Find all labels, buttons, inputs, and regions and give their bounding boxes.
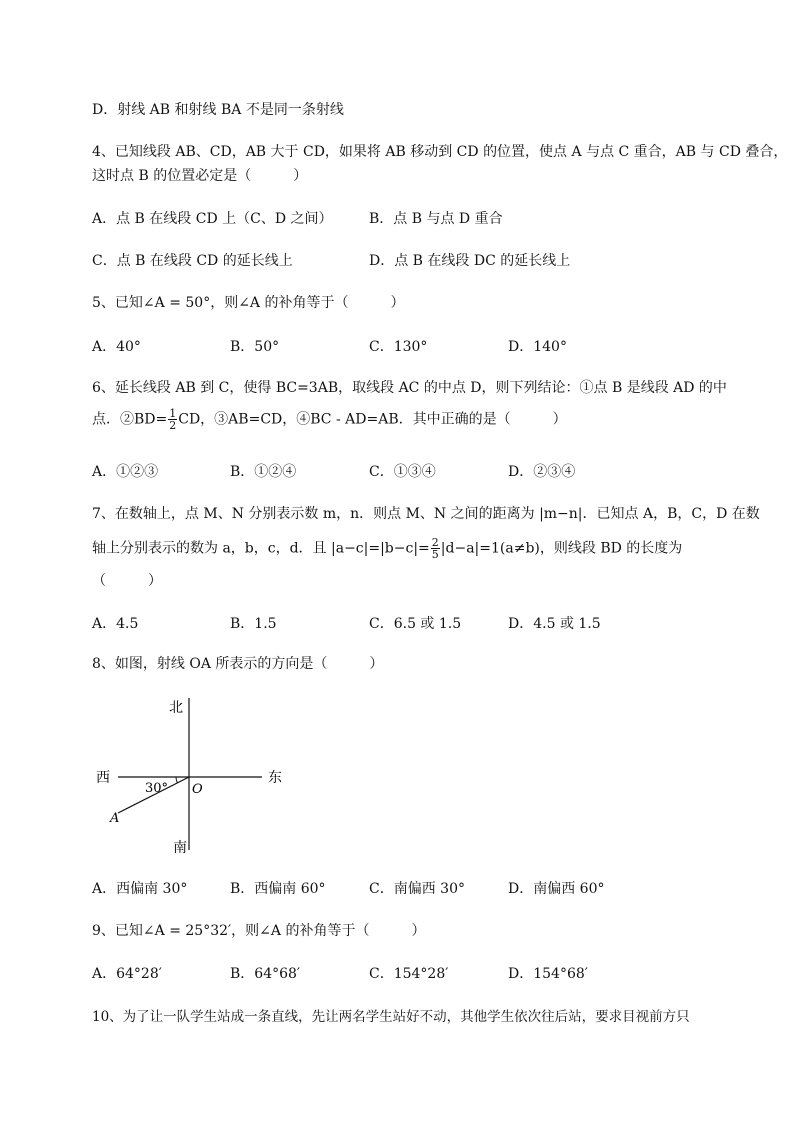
- ray-endpoint-label: A: [110, 811, 120, 826]
- q6-stem-line2-start: 点．②BD=: [92, 411, 168, 428]
- q10-stem-line1: 10、为了让一队学生站成一条直线，先让两名学生站好不动，其他学生依次往后站，要求目视前方只: [92, 1009, 690, 1025]
- q7-stem-line2-start: 轴上分别表示的数为 a，b，c，d．且 |a−c|=|b−c|=: [92, 540, 430, 557]
- q6-fraction: [168, 408, 177, 431]
- q9-option-a: A．64°28′: [92, 966, 162, 982]
- q8-compass-figure: [92, 698, 292, 858]
- q6-option-d: D．②③④: [508, 464, 576, 480]
- q7-option-b: B．1.5: [230, 616, 277, 632]
- q7-stem-line2-end: |d−a|=1(a≠b)，则线段 BD 的长度为: [440, 540, 683, 557]
- q6-option-a: A．①②③: [92, 464, 159, 480]
- angle-arc: [176, 777, 177, 783]
- origin-label: O: [192, 782, 203, 797]
- q8-stem: 8、如图，射线 OA 所表示的方向是（ ）: [92, 656, 384, 672]
- south-label: 南: [173, 840, 187, 856]
- q7-option-c: C．6.5 或 1.5: [369, 616, 462, 632]
- q9-stem: 9、已知∠A = 25°32′，则∠A 的补角等于（ ）: [92, 923, 426, 939]
- q7-stem-line2: [92, 537, 682, 560]
- q7-stem-line3: （ ）: [92, 573, 162, 589]
- q7-option-d: D．4.5 或 1.5: [508, 616, 601, 632]
- q8-option-c: C．南偏西 30°: [369, 881, 465, 897]
- q5-option-b: B．50°: [230, 339, 280, 355]
- q5-stem: 5、已知∠A = 50°，则∠A 的补角等于（ ）: [92, 295, 405, 311]
- q6-fraction-numerator: 1: [169, 407, 177, 420]
- q5-option-c: C．130°: [369, 339, 428, 355]
- east-label: 东: [268, 770, 282, 786]
- q6-option-b: B．①②④: [230, 464, 297, 480]
- q7-stem-line1: 7、在数轴上，点 M、N 分别表示数 m，n．则点 M、N 之间的距离为 |m−n|．已知点 A，B，C，D 在数: [92, 506, 760, 522]
- q4-stem-line2: 这时点 B 的位置必定是（ ）: [92, 168, 308, 184]
- q7-fraction-numerator: 2: [431, 536, 439, 549]
- q4-stem-line1: 4、已知线段 AB、CD，AB 大于 CD，如果将 AB 移动到 CD 的位置，使点 A 与点 C 重合，AB 与 CD 叠合，: [92, 144, 788, 160]
- q8-option-a: A．西偏南 30°: [92, 881, 188, 897]
- q7-fraction: [431, 537, 440, 560]
- q9-option-d: D．154°68′: [508, 966, 588, 982]
- q6-stem-line2: [92, 408, 567, 431]
- q8-option-d: D．南偏西 60°: [508, 881, 605, 897]
- west-label: 西: [96, 770, 110, 786]
- q7-option-a: A．4.5: [92, 616, 139, 632]
- angle-label: 30°: [145, 781, 169, 796]
- q4-option-c: C．点 B 在线段 CD 的延长线上: [92, 253, 293, 269]
- q5-option-a: A．40°: [92, 339, 141, 355]
- q8-option-b: B．西偏南 60°: [230, 881, 326, 897]
- q4-option-a: A．点 B 在线段 CD 上（C、D 之间）: [92, 211, 333, 227]
- q9-option-b: B．64°68′: [230, 966, 301, 982]
- q5-option-d: D．140°: [508, 339, 567, 355]
- q6-stem-line1: 6、延长线段 AB 到 C，使得 BC=3AB，取线段 AC 的中点 D，则下列结论：①点 B 是线段 AD 的中: [92, 380, 727, 396]
- q7-fraction-denominator: 5: [431, 548, 439, 561]
- q6-option-c: C．①③④: [369, 464, 436, 480]
- q6-fraction-denominator: 2: [169, 419, 177, 432]
- q9-option-c: C．154°28′: [369, 966, 449, 982]
- q6-stem-line2-end: CD，③AB=CD，④BC - AD=AB．其中正确的是（ ）: [178, 411, 567, 428]
- north-label: 北: [169, 700, 183, 716]
- q4-option-d: D．点 B 在线段 DC 的延长线上: [369, 253, 571, 269]
- q4-option-b: B．点 B 与点 D 重合: [369, 211, 503, 227]
- q3-option-d: D．射线 AB 和射线 BA 不是同一条射线: [92, 102, 344, 118]
